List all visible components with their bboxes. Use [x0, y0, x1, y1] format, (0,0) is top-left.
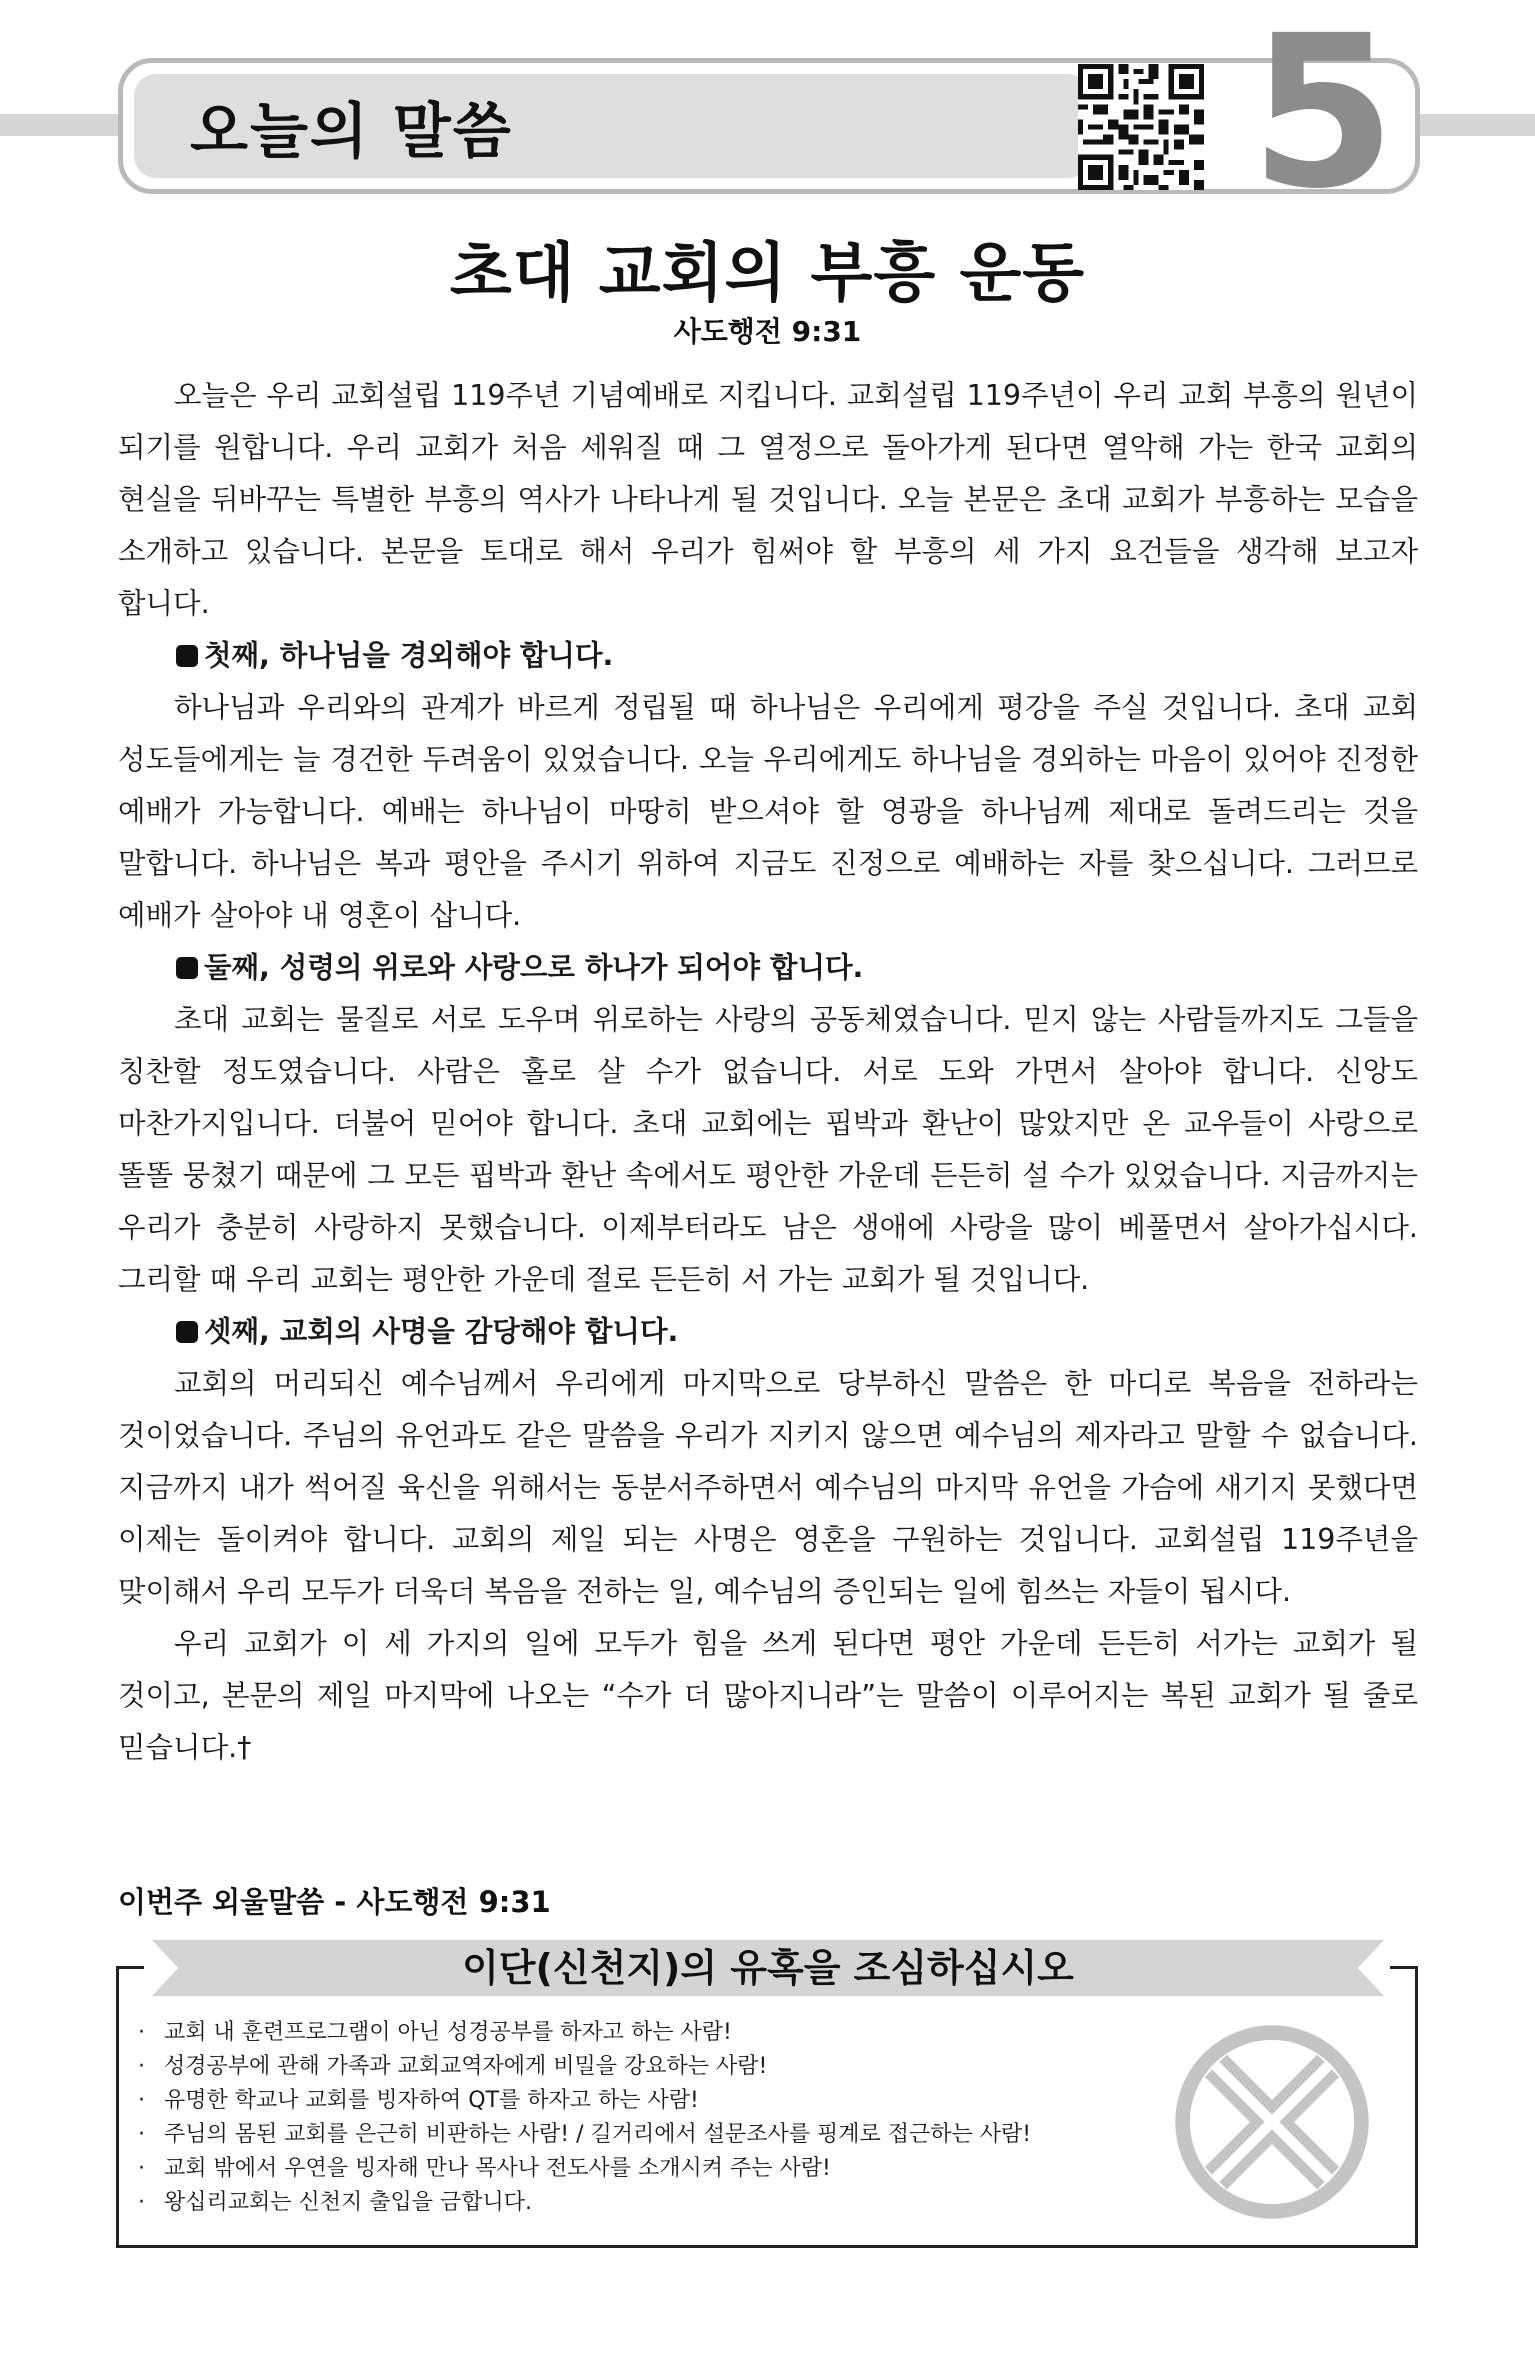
page-number: 5 [1249, 0, 1397, 235]
point-paragraph: 초대 교회는 물질로 서로 도우며 위로하는 사랑의 공동체였습니다. 믿지 않는 사람들까지도 그들을 칭찬할 정도였습니다. 사람은 홀로 살 수가 없습니다. 서로 도와 가면서 살아야 합니다. 신앙도 마찬가지입니다. 더불어 믿어야 합니다. 초대 교회에는 핍박과 환난이 많았지만 온 교우들이 사랑으로 똘똘 뭉쳤기 때문에 그 모든 핍박과 환난 속에서도 평안한 가운데 든든히 설 수가 있었습니다. 지금까지는 우리가 충분히 사랑하지 못했습니다. 이제부터라도 남은 생애에 사랑을 많이 베풀면서 살아가십시다. 그리할 때 우리 교회는 평안한 가운데 절로 든든히 서 가는 교회가 될 것입니다. [118, 1003, 1418, 1296]
warning-box-corner [116, 1966, 144, 1969]
conclusion-paragraph: 우리 교회가 이 세 가지의 일에 모두가 힘을 쓰게 된다면 평안 가운데 든든히 서가는 교회가 될 것이고, 본문의 제일 마지막에 나오는 “수가 더 많아지니라”는 말씀이 이루어지는 복된 교회가 될 줄로 믿습니다.† [118, 1627, 1418, 1764]
list-item: · 교회 밖에서 우연을 빙자해 만나 목사나 전도사를 소개시켜 주는 사람! [138, 2156, 831, 2181]
list-item: · 주님의 몸된 교회를 은근히 비판하는 사람! / 길거리에서 설문조사를 핑계로 접근하는 사람! [138, 2122, 1032, 2147]
prohibited-x-icon [1168, 2018, 1376, 2226]
point-paragraph: 하나님과 우리와의 관계가 바르게 정립될 때 하나님은 우리에게 평강을 주실 것입니다. 초대 교회 성도들에게는 늘 경건한 두려움이 있었습니다. 오늘 우리에게도 하나님을 경외하는 마음이 있어야 진정한 예배가 가능합니다. 예배는 하나님이 마땅히 받으셔야 할 영광을 하나님께 제대로 돌려드리는 것을 말합니다. 하나님은 복과 평안을 주시기 위하여 지금도 진정으로 예배하는 자를 찾으십니다. 그러므로 예배가 살아야 내 영혼이 삽니다. [118, 691, 1418, 932]
warning-title: 이단(신천지)의 유혹을 조심하십시오 [462, 1946, 1074, 1990]
point-heading-text: 셋째, 교회의 사명을 감당해야 합니다. [204, 1315, 679, 1348]
qr-code-icon[interactable] [1078, 64, 1204, 190]
sermon-title: 초대 교회의 부흥 운동 [449, 237, 1086, 311]
square-bullet-icon [176, 957, 198, 979]
scripture-reference: 사도행전 9:31 [673, 315, 862, 348]
intro-paragraph: 오늘은 우리 교회설립 119주년 기념예배로 지킵니다. 교회설립 119주년이 우리 교회 부흥의 원년이 되기를 원합니다. 우리 교회가 처음 세워질 때 그 열정으로 돌아가게 된다면 열악해 가는 한국 교회의 현실을 뒤바꾸는 특별한 부흥의 역사가 나타나게 될 것입니다. 오늘 본문은 초대 교회가 부흥하는 모습을 소개하고 있습니다. 본문을 토대로 해서 우리가 힘써야 할 부흥의 세 가지 요건들을 생각해 보고자 합니다. [118, 379, 1418, 620]
sermon-body [118, 370, 1418, 1774]
point-heading [118, 942, 1418, 994]
section-title: 오늘의 말씀 [190, 97, 513, 167]
point-heading-text: 첫째, 하나님을 경외해야 합니다. [204, 639, 614, 672]
list-item: · 교회 내 훈련프로그램이 아닌 성경공부를 하자고 하는 사람! [138, 2020, 732, 2045]
point-paragraph: 교회의 머리되신 예수님께서 우리에게 마지막으로 당부하신 말씀은 한 마디로 복음을 전하라는 것이었습니다. 주님의 유언과도 같은 말씀을 우리가 지키지 않으면 예수님의 제자라고 말할 수 없습니다. 지금까지 내가 썩어질 육신을 위해서는 동분서주하면서 예수님의 마지막 유언을 가슴에 새기지 못했다면 이제는 돌이켜야 합니다. 교회의 제일 되는 사명은 영혼을 구원하는 것입니다. 교회설립 119주년을 맞이해서 우리 모두가 더욱더 복음을 전하는 일, 예수님의 증인되는 일에 힘쓰는 자들이 됩시다. [118, 1367, 1418, 1608]
list-item: · 성경공부에 관해 가족과 교회교역자에게 비밀을 강요하는 사람! [138, 2054, 768, 2079]
point-heading [118, 630, 1418, 682]
point-heading-text: 둘째, 성령의 위로와 사랑으로 하나가 되어야 합니다. [204, 951, 864, 984]
point-heading [118, 1306, 1418, 1358]
list-item: · 왕십리교회는 신천지 출입을 금합니다. [138, 2190, 533, 2215]
list-item: · 유명한 학교나 교회를 빙자하여 QT를 하자고 하는 사람! [138, 2088, 699, 2113]
square-bullet-icon [176, 645, 198, 667]
warning-box-corner [1390, 1966, 1418, 1969]
square-bullet-icon [176, 1321, 198, 1343]
warning-list [134, 2016, 1194, 2220]
memory-verse: 이번주 외울말씀 - 사도행전 9:31 [118, 1885, 551, 1919]
